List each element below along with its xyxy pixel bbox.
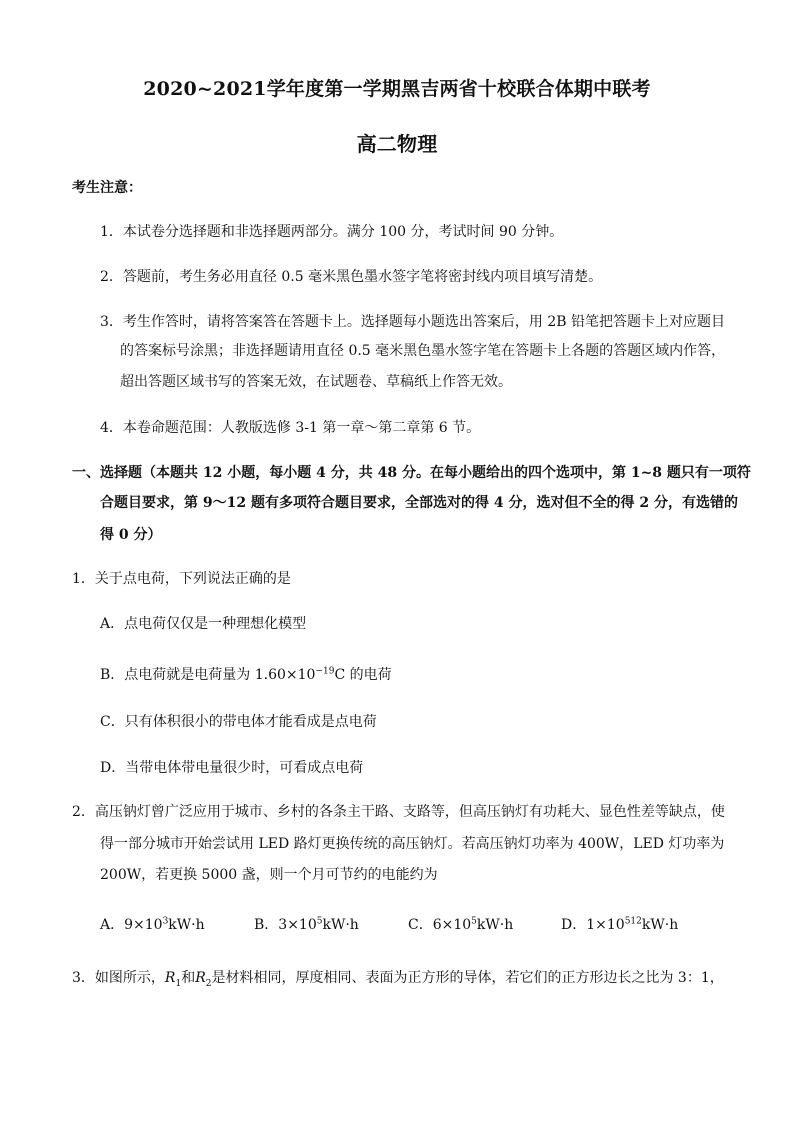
option-c-unit: kW·h bbox=[476, 917, 514, 933]
option-d-exponent: 512 bbox=[624, 916, 642, 927]
question-2-line-3: 200W，若更换 5000 盏，则一个月可节约的电能约为 bbox=[100, 867, 438, 883]
conjunction: 和 bbox=[181, 970, 196, 986]
resistor-r2-subscript: 2 bbox=[205, 978, 212, 989]
notice-item-1: 1．本试卷分选择题和非选择题两部分。满分 100 分，考试时间 90 分钟。 bbox=[100, 224, 564, 240]
resistor-r1-symbol: R bbox=[164, 970, 176, 986]
exam-title: 2020~2021学年度第一学期黑吉两省十校联合体期中联考 bbox=[143, 78, 651, 100]
question-2-option-b bbox=[254, 915, 359, 935]
question-1-stem: 1．关于点电荷，下列说法正确的是 bbox=[72, 571, 291, 587]
option-c-exponent: 5 bbox=[471, 916, 477, 927]
question-1-option-a: A．点电荷仅仅是一种理想化模型 bbox=[100, 616, 307, 632]
exam-subject: 高二物理 bbox=[356, 132, 438, 156]
notice-item-3-cont-1: 的答案标号涂黑；非选择题请用直径 0.5 毫米黑色墨水签字笔在答题卡上各题的答题区域内作答， bbox=[120, 343, 726, 359]
question-1-option-c: C．只有体积很小的带电体才能看成是点电荷 bbox=[100, 714, 377, 730]
question-2-line-1: 2．高压钠灯曾广泛应用于城市、乡村的各条主干路、支路等，但高压钠灯有功耗大、显色性差等缺点，使 bbox=[72, 804, 725, 820]
option-b-exponent: 5 bbox=[316, 916, 323, 927]
resistor-r1-subscript: 1 bbox=[175, 978, 182, 989]
question-3-intro: 3．如图所示， bbox=[72, 970, 165, 986]
option-b-unit: kW·h bbox=[322, 917, 359, 933]
resistor-r2-symbol: R bbox=[195, 970, 206, 986]
option-b-text: B．点电荷就是电荷量为 1.60×10 bbox=[100, 667, 316, 683]
section-instructions-line-3: 得 0 分） bbox=[100, 527, 162, 543]
option-b-unit: C 的电荷 bbox=[334, 667, 392, 683]
question-2-line-2: 得一部分城市开始尝试用 LED 路灯更换传统的高压钠灯。若高压钠灯功率为 400W，LED 灯功率为 bbox=[100, 836, 725, 852]
section-instructions-line-1: 一、选择题（本题共 12 小题，每小题 4 分，共 48 分。在每小题给出的四个选项中，第 1~8 题只有一项符 bbox=[72, 465, 751, 481]
notice-item-4: 4．本卷命题范围：人教版选修 3-1 第一章～第二章第 6 节。 bbox=[100, 420, 481, 436]
option-a-unit: kW·h bbox=[168, 917, 205, 933]
notice-heading: 考生注意： bbox=[72, 180, 142, 196]
option-b-exponent: −19 bbox=[315, 666, 335, 677]
option-b-base: B．3×10 bbox=[254, 917, 317, 933]
section-instructions-line-2: 合题目要求，第 9～12 题有多项符合题目要求，全部选对的得 4 分，选对但不全的得 2 分，有选错的 bbox=[100, 495, 738, 511]
question-3-text: 是材料相同，厚度相同、表面为正方形的导体，若它们的正方形边长之比为 3：1， bbox=[211, 970, 724, 986]
question-1-option-b bbox=[100, 665, 392, 685]
notice-item-2: 2．答题前，考生务必用直径 0.5 毫米黑色墨水签字笔将密封线内项目填写清楚。 bbox=[100, 269, 603, 285]
question-1-option-d: D．当带电体带电量很少时，可看成点电荷 bbox=[100, 760, 364, 776]
question-2-option-d bbox=[561, 915, 678, 935]
question-2-option-c bbox=[408, 915, 513, 935]
option-d-base: D．1×10 bbox=[561, 917, 625, 933]
option-a-base: A．9×10 bbox=[100, 917, 163, 933]
option-d-unit: kW·h bbox=[641, 917, 679, 933]
option-c-base: C．6×10 bbox=[408, 917, 472, 933]
question-3-line-1 bbox=[72, 968, 724, 988]
option-a-exponent: 3 bbox=[162, 916, 169, 927]
notice-item-3-cont-2: 超出答题区域书写的答案无效，在试题卷、草稿纸上作答无效。 bbox=[120, 374, 512, 390]
notice-item-3: 3．考生作答时，请将答案答在答题卡上。选择题每小题选出答案后，用 2B 铅笔把答题卡上对应题目 bbox=[100, 314, 726, 330]
question-2-option-a bbox=[100, 915, 205, 935]
